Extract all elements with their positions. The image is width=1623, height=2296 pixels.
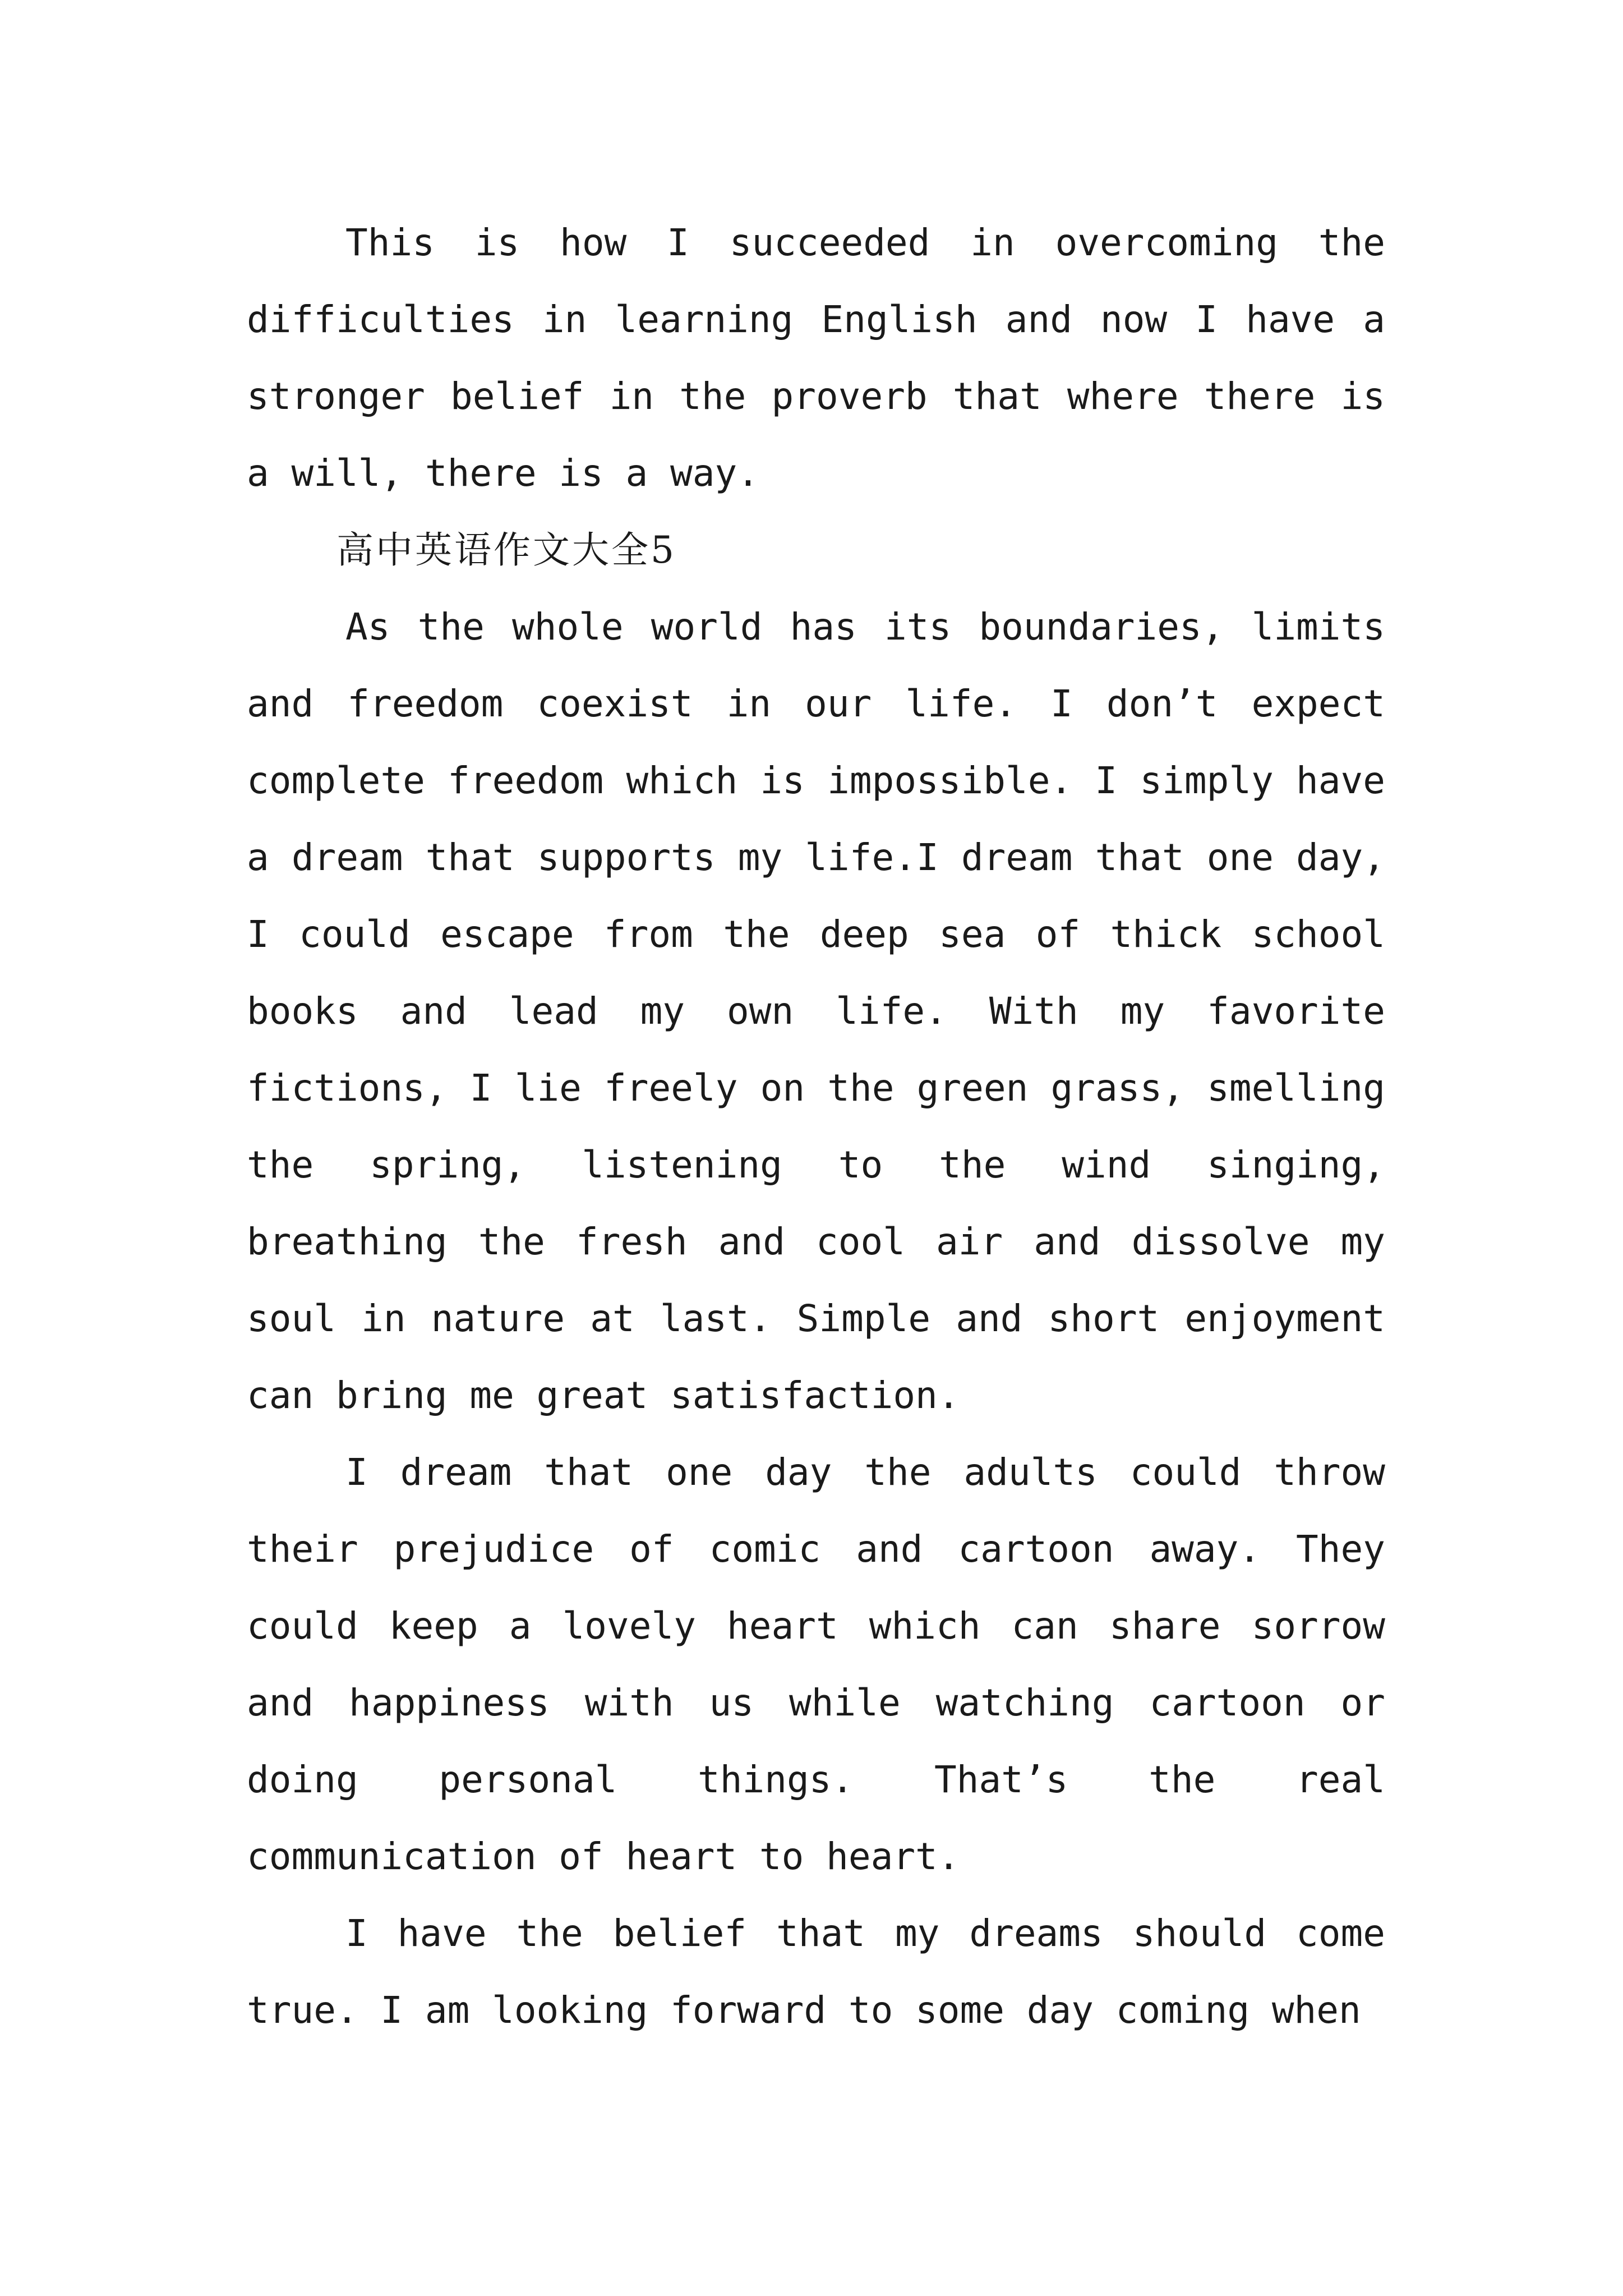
- section-heading: 高中英语作文大全5: [336, 528, 676, 572]
- paragraph-conclusion: This is how I succeeded in overcoming the difficulties in learning English and now I have a stronger belief in the proverb that where there is a will, there is a way.: [247, 221, 1385, 495]
- paragraph-freedom: As the whole world has its boundaries, limits and freedom coexist in our life. I don’t expect complete freedom which is impossible. I simply have a dream that supports my life.I dream that one day, I could escape from the deep sea of thick school books and lead my own life. With my favorite fictions, I lie freely on the green grass, smelling the spring, listening to the wind singing, breathing the fresh and cool air and dissolve my soul in nature at last. Simple and short enjoyment can bring me great satisfaction.: [247, 605, 1385, 1417]
- paragraph-adults: I dream that one day the adults could throw their prejudice of comic and cartoon away. They could keep a lovely heart which can share sorrow and happiness with us while watching cartoon or doing personal things. That’s the real communication of heart to heart.: [247, 1451, 1385, 1878]
- document-body: [247, 204, 1385, 2049]
- paragraph-belief: I have the belief that my dreams should come true. I am looking forward to some day coming when: [247, 1912, 1385, 2032]
